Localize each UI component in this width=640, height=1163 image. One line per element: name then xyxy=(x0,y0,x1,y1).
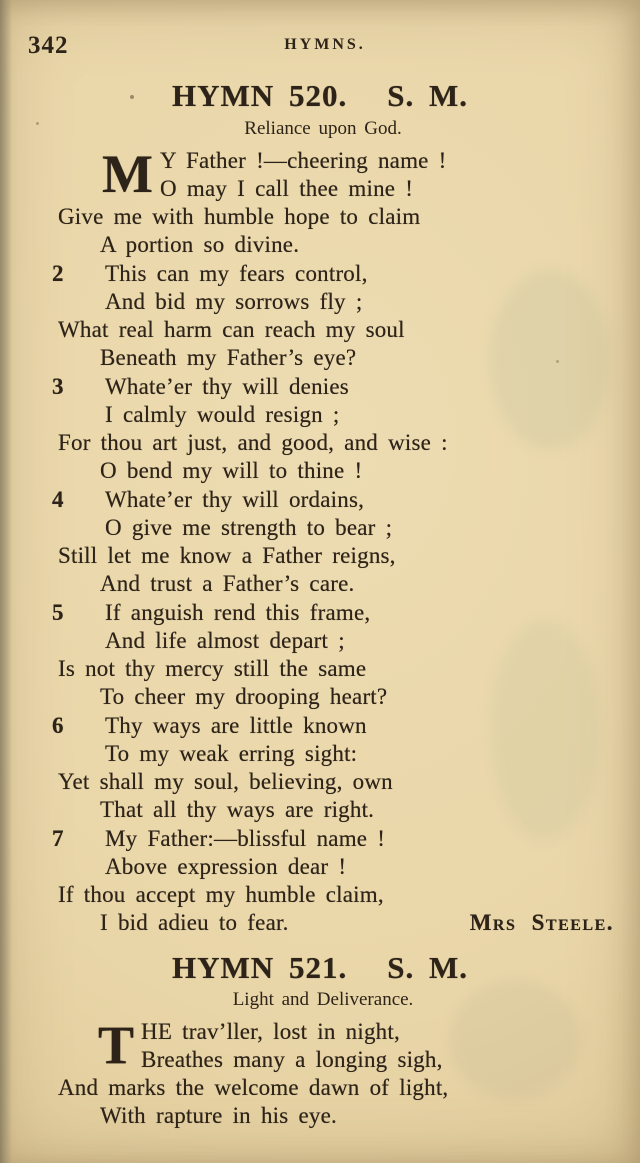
hymn-number: HYMN 520. xyxy=(172,78,348,113)
first-verse-lines xyxy=(160,147,447,203)
page-number: 342 xyxy=(28,32,69,59)
verse-line: O bend my will to thine ! xyxy=(100,458,363,483)
verse-number: 5 xyxy=(52,600,64,625)
verse-4 xyxy=(0,486,640,598)
verse-line: If thou accept my humble claim, xyxy=(58,882,384,907)
verse-line: For thou art just, and good, and wise : xyxy=(58,430,448,455)
hymn-meter: S. M. xyxy=(387,78,468,113)
author-attribution: Mrs Steele. xyxy=(469,910,614,935)
verse-number: 3 xyxy=(52,374,64,399)
verse-line: Is not thy mercy still the same xyxy=(58,656,367,681)
hymn-521-section xyxy=(0,951,640,1130)
verse-line: My Father:—blissful name ! xyxy=(105,826,386,851)
verse-6 xyxy=(0,712,640,824)
verse-line: Yet shall my soul, believing, own xyxy=(58,769,393,794)
dropcap-initial: T xyxy=(98,1015,135,1075)
verse-3 xyxy=(0,373,640,485)
verse-line: O give me strength to bear ; xyxy=(105,515,393,540)
verse-line: If anguish rend this frame, xyxy=(105,600,371,625)
running-header: HYMNS. xyxy=(284,36,366,53)
first-verse-lines xyxy=(141,1018,443,1074)
verse-line-with-attribution xyxy=(100,909,614,937)
verse-line: O may I call thee mine ! xyxy=(159,176,414,201)
verse-5 xyxy=(0,599,640,711)
verse-number: 4 xyxy=(52,487,64,512)
verse-line: Above expression dear ! xyxy=(105,854,347,879)
verse-line: Still let me know a Father reigns, xyxy=(58,543,396,568)
verse-number: 2 xyxy=(52,261,64,286)
verse-line: And marks the welcome dawn of light, xyxy=(58,1075,449,1100)
hymn-subtitle: Light and Deliverance. xyxy=(232,989,414,1010)
verse-line: I calmly would resign ; xyxy=(105,402,340,427)
verse-7 xyxy=(0,825,640,937)
verse-line: And life almost depart ; xyxy=(105,628,345,653)
verse-line: Thy ways are little known xyxy=(105,713,367,738)
verse-line: Give me with humble hope to claim xyxy=(58,204,421,229)
first-verse-head xyxy=(98,1015,640,1075)
verse-2 xyxy=(0,260,640,372)
hymn-title xyxy=(0,78,640,114)
verse-line: This can my fears control, xyxy=(105,261,368,286)
hymn-meter: S. M. xyxy=(387,950,468,985)
verse-line: A portion so divine. xyxy=(100,232,300,257)
hymn-520-section xyxy=(0,78,640,937)
verse-number: 6 xyxy=(52,713,64,738)
verse-line: Breathes many a longing sigh, xyxy=(141,1047,443,1072)
verse-line: Beneath my Father’s eye? xyxy=(100,345,357,370)
page-header xyxy=(0,0,640,66)
verse-line: To my weak erring sight: xyxy=(105,741,358,766)
verse-1 xyxy=(0,1015,640,1130)
hymn-number: HYMN 521. xyxy=(172,950,348,985)
hymn-title xyxy=(0,951,640,985)
verse-number: 7 xyxy=(52,826,64,851)
verse-line: I bid adieu to fear. xyxy=(100,910,289,935)
verse-line: Whate’er thy will ordains, xyxy=(105,487,365,512)
first-verse-head xyxy=(102,144,640,204)
verse-line: And trust a Father’s care. xyxy=(100,571,355,596)
verse-line: With rapture in his eye. xyxy=(100,1103,337,1128)
verse-line: HE trav’ller, lost in night, xyxy=(141,1019,400,1044)
verse-line: What real harm can reach my soul xyxy=(58,317,405,342)
verse-1 xyxy=(0,144,640,259)
verse-line: To cheer my drooping heart? xyxy=(100,684,388,709)
dropcap-initial: M xyxy=(102,144,153,204)
verse-line: That all thy ways are right. xyxy=(100,797,375,822)
hymn-subtitle: Reliance upon God. xyxy=(244,118,402,139)
verse-line: Y Father !—cheering name ! xyxy=(159,148,447,173)
verse-line: And bid my sorrows fly ; xyxy=(105,289,363,314)
verse-line: Whate’er thy will denies xyxy=(105,374,349,399)
